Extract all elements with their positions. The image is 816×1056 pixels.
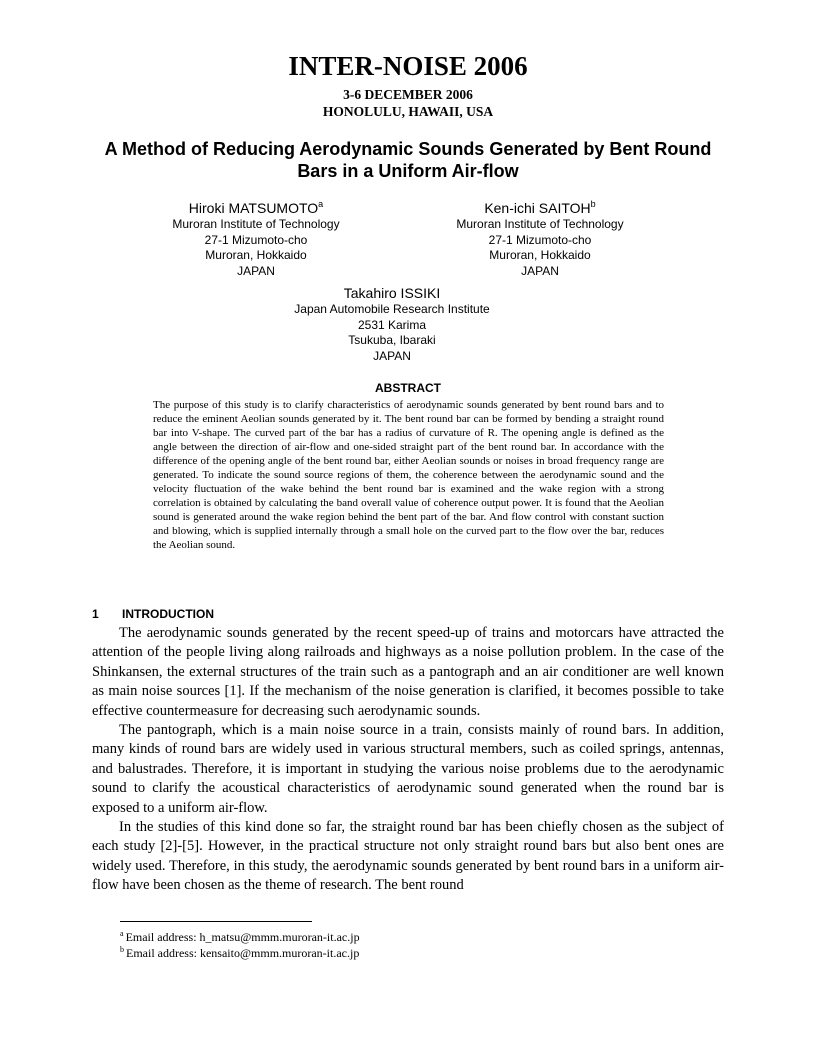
author-block-saitoh: [430, 199, 650, 279]
footnote-b: [120, 945, 360, 961]
author-affiliation-line: Tsukuba, Ibaraki: [348, 333, 436, 347]
author-marker: a: [318, 199, 324, 209]
abstract-heading: ABSTRACT: [375, 381, 441, 395]
body-paragraph: The pantograph, which is a main noise source in a train, consists mainly of round bars. In addition, many kinds of round bars are widely used in various structural members, such as coiled springs, antennas, and balustrades. Therefore, it is important in studying the various noise problems due to the aerodynamic sound to clarify the acoustical characteristics of aerodynamic sound generated when the round bar is exposed to a uniform air-flow.: [92, 722, 724, 816]
footnote-marker: b: [120, 945, 124, 954]
conference-dates: 3-6 DECEMBER 2006: [343, 87, 473, 102]
footnote-divider: [120, 921, 312, 922]
author-name: Hiroki MATSUMOTO$^a$: [188, 199, 324, 216]
body-paragraph: In the studies of this kind done so far, the straight round bar has been chiefly chosen as the subject of each study [2]-[5]. However, in the practical structure not only straight round bars but also bent ones are widely used. Therefore, in this study, the aerodynamic sounds generated by bent round bars in a uniform air-flow have been chosen as the theme of research. The bent round: [92, 819, 724, 894]
section-number: 1: [92, 607, 99, 621]
author-affiliation-line: JAPAN: [237, 263, 275, 278]
author-affiliation-line: 27-1 Mizumoto-cho: [488, 232, 592, 247]
paper-title: A Method of Reducing Aerodynamic Sounds Generated by Bent Round Bars in a Uniform Air-flow: [104, 139, 712, 181]
author-affiliation-line: 2531 Karima: [357, 317, 427, 332]
author-affiliation-line: Japan Automobile Research Institute: [294, 302, 490, 316]
footnote-text: Email address: h_matsu@mmm.muroran-it.ac.jp: [125, 930, 360, 944]
body-paragraph: The aerodynamic sounds generated by the recent speed-up of trains and motorcars have attracted the attention of the people living along railroads and highways as a noise pollution problem. In the case of the Shinkansen, the external structures of the train such as a pantograph and an air conditioner are well known as main noise sources [1]. If the mechanism of the noise generation is clarified, it becomes possible to take effective countermeasure for decreasing such aerodynamic sounds.: [92, 625, 724, 719]
conference-title: INTER-NOISE 2006: [288, 51, 528, 81]
author-affiliation-line: 27-1 Mizumoto-cho: [204, 232, 308, 247]
author-affiliation-line: JAPAN: [373, 348, 411, 363]
conference-location: HONOLULU, HAWAII, USA: [322, 104, 494, 119]
footnote-text: Email address: kensaito@mmm.muroran-it.ac.jp: [126, 946, 360, 960]
author-affiliation-line: Muroran, Hokkaido: [205, 248, 307, 262]
author-affiliation-line: Muroran, Hokkaido: [489, 248, 591, 262]
section-title: INTRODUCTION: [122, 607, 214, 621]
footnote-a: [120, 929, 360, 945]
abstract-text: The purpose of this study is to clarify characteristics of aerodynamic sounds generated by bent round bars and to reduce the eminent Aeolian sounds generated by it. The bent round bar can be formed by bending a straight round bar into V-shape. The curved part of the bar has a radius of curvature of R. The opening angle is defined as the angle between the direction of air-flow and one-sided straight part of the bent round bar. In accordance with the difference of the opening angle of the bent round bar, either Aeolian sounds or noises in broad frequency range are generated. To indicate the sound source regions of them, the coherence between the aerodynamic sound and the velocity fluctuation of the wake behind the bent round bar is examined and the wake region with a strong correlation is obtained by calculating the band overall value of coherence output power. It is found that the Aeolian sound is generated around the wake region behind the bent part of the bar. And flow control with constant suction and blowing, which is supplied internally through a small hole on the curved part to the flow over the bar, reduces the Aeolian sound.: [153, 399, 664, 551]
author-affiliation-line: JAPAN: [521, 263, 559, 278]
section-heading-introduction: [92, 607, 214, 622]
author-block-issiki: [240, 284, 544, 364]
author-affiliation-line: Muroran Institute of Technology: [456, 217, 624, 231]
introduction-body: [92, 624, 724, 896]
author-marker: b: [590, 199, 596, 209]
author-name: Ken-ichi SAITOH$^b$: [484, 199, 596, 216]
author-block-matsumoto: [146, 199, 366, 279]
author-name: Takahiro ISSIKI: [343, 285, 441, 301]
footnote-marker: a: [120, 929, 124, 938]
footnotes: [120, 929, 360, 961]
author-affiliation-line: Muroran Institute of Technology: [172, 217, 340, 231]
